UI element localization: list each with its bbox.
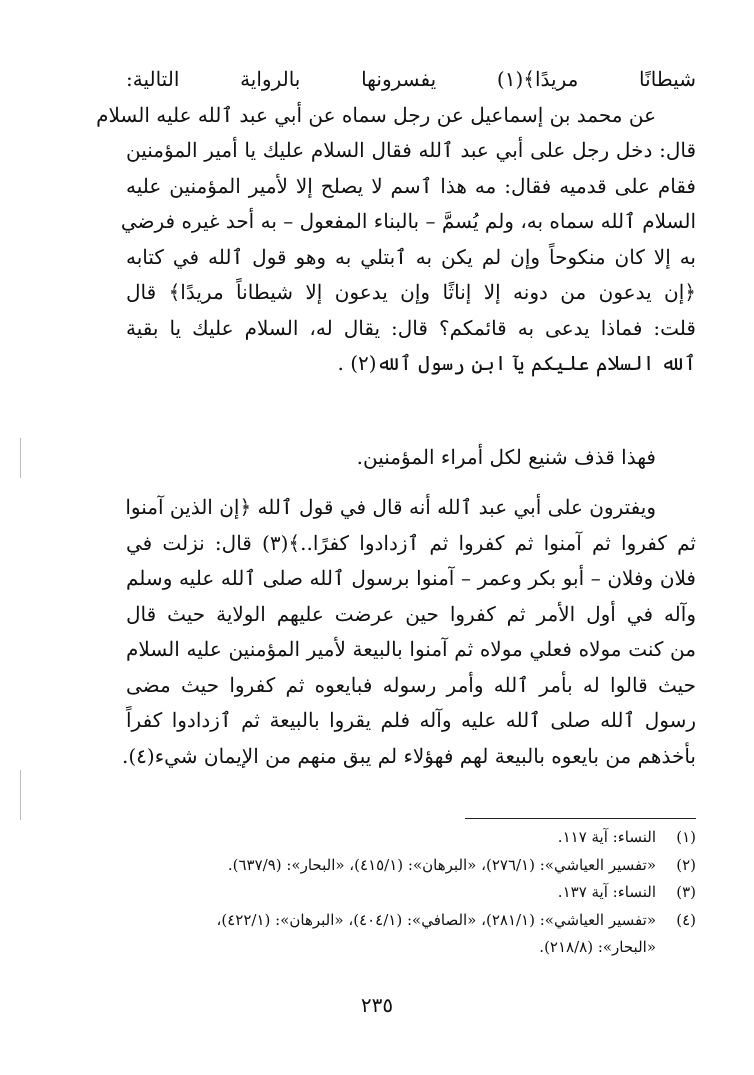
text-line: ﴿إن يدعون من دونه إلا إناثًا وإن يدعون إلا شيطاناً مريدًا﴾ قال (126, 280, 696, 304)
footnote-4-continuation: «البحار»: (٢١٨/٨). (539, 938, 656, 956)
text-line: شيطانًا مريدًا﴾(١) يفسرونها بالرواية التالية: (126, 67, 697, 91)
footnote-text: النساء: آية ١٣٧. (557, 883, 656, 901)
text-line: فلان وفلان – أبو بكر وعمر – آمنوا برسول ٱلله صلى ٱلله عليه وسلم (126, 566, 696, 590)
page-number: ٢٣٥ (360, 993, 394, 1017)
scan-margin-mark (20, 438, 21, 478)
text-line: عن محمد بن إسماعيل عن رجل سماه عن أبي عبد ٱلله عليه السلام (96, 102, 656, 127)
footnote-text: النساء: آية ١١٧. (557, 828, 656, 846)
footnote-4 (126, 907, 696, 935)
paragraph-hadith-narration (96, 62, 697, 382)
footnote-number: (٢) (676, 855, 696, 874)
footnote-text: «تفسير العياشي»: (٢٨١/١)، «الصافي»: (٤٠٤/١)، «البرهان»: (٤٢٢/١)، (216, 910, 656, 929)
text-line: قلت: فماذا يدعى به قائمكم؟ قال: يقال له، السلام عليك يا بقية (126, 315, 696, 340)
text-line: ثم كفروا ثم آمنوا ثم كفروا ثم ٱزدادوا كفرًا..﴾(٣) قال: نزلت في (126, 530, 696, 555)
text-line: فهذا قذف شنيع لكل أمراء المؤمنين. (356, 445, 656, 469)
footnote-number: (١) (676, 828, 696, 846)
text-line: قال: دخل رجل على أبي عبد ٱلله فقال السلام عليك يا أمير المؤمنين (126, 138, 696, 162)
text-line: فقام على قدميه فقال: مه هذا ٱسم لا يصلح إلا لأمير المؤمنين عليه (126, 173, 696, 198)
text-line: ويفترون على أبي عبد ٱلله أنه قال في قول ٱلله ﴿إن الذين آمنوا (125, 495, 656, 519)
footnote-text: «تفسير العياشي»: (٢٧٦/١)، «البرهان»: (٤١٥/١)، «البحار»: (٦٣٧/٩). (227, 855, 656, 874)
paragraph-comment (126, 440, 696, 476)
text-line: ٱلله السلام عليكم يآ ابن رسول ٱلله(٢) . (337, 351, 696, 375)
text-line: حيث قالوا له بأمر ٱلله وأمر رسوله فبايعوه ثم كفروا حيث مضى (126, 672, 696, 697)
paragraph-second-narration (121, 490, 696, 774)
footnote-number: (٤) (676, 910, 696, 929)
text-line: السلام ٱلله سماه به، ولم يُسمَّ – بالبناء المفعول – به أحد غيره فرضي (120, 209, 696, 233)
footnote-1 (126, 824, 696, 852)
footnote-3 (126, 879, 696, 907)
footnote-separator (465, 818, 696, 819)
scan-margin-mark (20, 770, 21, 820)
text-line: من كنت مولاه فعلي مولاه ثم آمنوا بالبيعة لأمير المؤمنين عليه السلام (126, 637, 696, 661)
footnotes (126, 824, 696, 962)
footnote-2 (126, 852, 696, 880)
text-line: وآله في أول الأمر ثم كفروا حين عرضت عليهم الولاية حيث قال (126, 601, 696, 626)
text-line: به إلا كان منكوحاً وإن لم يكن به ٱبتلي به وهو قول ٱلله في كتابه (126, 244, 696, 269)
text-line: بأخذهم من بايعوه بالبيعة لهم فهؤلاء لم يبق منهم من الإيمان شيء(٤). (121, 743, 696, 768)
text-line: رسول ٱلله صلى ٱلله عليه وآله فلم يقروا بالبيعة ثم ٱزدادوا كفراً (126, 708, 696, 732)
footnote-number: (٣) (676, 883, 696, 901)
